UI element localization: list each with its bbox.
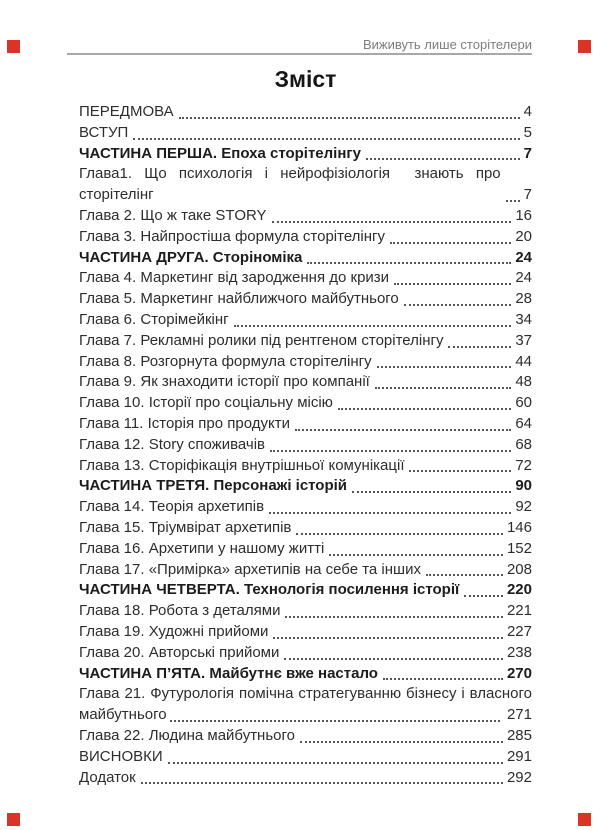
toc-entry [79, 352, 532, 373]
dot-leader [464, 595, 503, 597]
toc-entry-title: Глава 8. Розгорнута формула сторітелінгу [79, 352, 372, 370]
table-of-contents [79, 102, 537, 788]
toc-entry-page: 146 [506, 518, 532, 536]
toc-entry-page: 60 [515, 394, 532, 412]
toc-entry-page: 221 [506, 602, 532, 620]
toc-entry-page: 238 [506, 643, 532, 661]
toc-entry-title: ПЕРЕДМОВА [79, 103, 174, 120]
toc-entry-title: Глава 6. Сторімейкінг [79, 310, 229, 328]
dot-leader [272, 221, 512, 223]
header-rule [67, 53, 532, 55]
dot-leader [366, 158, 520, 160]
dot-leader [269, 512, 511, 514]
toc-entry-title: Глава 9. Як знаходити історії про компанії [79, 373, 370, 391]
toc-entry-page: 20 [515, 227, 532, 245]
corner-marker [578, 40, 591, 53]
toc-entry-page: 220 [506, 581, 532, 599]
toc-entry [79, 476, 532, 497]
toc-entry [79, 497, 532, 518]
toc-entry [79, 643, 532, 664]
dot-leader [404, 304, 512, 306]
toc-entry-title: Глава 3. Найпростіша формула сторітелінгу [79, 227, 386, 245]
toc-entry-title: ЧАСТИНА ПЕРША. Епоха сторітелінгу [79, 144, 361, 162]
toc-entry-page: 24 [515, 269, 532, 287]
toc-entry-title: Глава 21. Футурологія помічна стратегуванню бізнесу і власного майбутнього [79, 685, 537, 724]
toc-entry-page: 270 [506, 664, 532, 682]
toc-entry [79, 310, 532, 331]
toc-entry-title: ЧАСТИНА ДРУГА. Сторіноміка [79, 248, 303, 266]
toc-entry [79, 248, 532, 269]
dot-leader [273, 637, 503, 639]
toc-entry-page: 7 [523, 144, 532, 162]
corner-marker [7, 813, 20, 826]
toc-entry-title: Глава 5. Маркетинг найближчого майбутнього [79, 290, 399, 308]
dot-leader [352, 491, 511, 493]
dot-leader [506, 200, 520, 202]
toc-entry-title: Глава 14. Теорія архетипів [79, 498, 265, 516]
toc-entry-title: Глава 20. Авторські прийоми [79, 643, 280, 661]
toc-entry-page: 64 [515, 414, 532, 432]
toc-entry-title: Глава 2. Що ж таке STORY [79, 206, 267, 224]
dot-leader [234, 325, 512, 327]
dot-leader [295, 429, 511, 431]
toc-entry-title: Глава1. Що психологія і нейрофізіологія знають про сторітелінг [79, 165, 505, 204]
dot-leader [296, 533, 503, 535]
toc-entry [79, 102, 532, 123]
dot-leader [285, 616, 503, 618]
dot-leader [307, 262, 511, 264]
toc-entry-page: 24 [515, 248, 532, 266]
toc-entry-title: Глава 11. Історія про продукти [79, 414, 290, 432]
toc-entry-title: Глава 19. Художні прийоми [79, 622, 269, 640]
dot-leader [390, 242, 511, 244]
toc-entry-page: 37 [515, 331, 532, 349]
toc-entry-title: Глава 10. Історії про соціальну місію [79, 394, 333, 412]
toc-entry [79, 664, 532, 685]
toc-entry [79, 164, 532, 206]
corner-marker [578, 813, 591, 826]
toc-entry [79, 268, 532, 289]
toc-entry [79, 622, 532, 643]
toc-entry [79, 414, 532, 435]
toc-entry-page: 28 [515, 290, 532, 308]
toc-entry-title: Глава 22. Людина майбутнього [79, 726, 295, 744]
toc-entry [79, 393, 532, 414]
toc-entry [79, 144, 532, 165]
toc-entry-page: 227 [506, 622, 532, 640]
toc-entry-page: 7 [523, 186, 532, 204]
toc-entry-page: 291 [506, 747, 532, 765]
toc-entry-title: Глава 17. «Примірка» архетипів на себе та інших [79, 560, 421, 578]
toc-entry-page: 90 [515, 477, 532, 495]
toc-entry [79, 289, 532, 310]
toc-entry [79, 206, 532, 227]
toc-entry-page: 48 [515, 373, 532, 391]
dot-leader [270, 450, 511, 452]
toc-entry-title: Глава 4. Маркетинг від зародження до кризи [79, 269, 390, 287]
toc-entry [79, 726, 532, 747]
toc-entry-title: ВИСНОВКИ [79, 747, 163, 765]
toc-entry [79, 684, 537, 726]
toc-entry-page: 5 [523, 123, 532, 141]
toc-entry-page: 44 [515, 352, 532, 370]
toc-entry-page: 34 [515, 310, 532, 328]
toc-entry-title: Глава 16. Архетипи у нашому житті [79, 539, 325, 557]
dot-leader [394, 283, 511, 285]
toc-entry [79, 331, 532, 352]
dot-leader [133, 138, 519, 140]
toc-entry-page: 68 [515, 435, 532, 453]
dot-leader [448, 346, 511, 348]
toc-entry-title: Глава 7. Рекламні ролики під рентгеном сторітелінгу [79, 331, 444, 349]
toc-entry [79, 123, 532, 144]
toc-entry-page: 4 [523, 103, 532, 120]
toc-entry-title: Глава 15. Тріумвірат архетипів [79, 518, 292, 536]
dot-leader [338, 408, 511, 410]
toc-entry-page: 271 [506, 706, 532, 724]
dot-leader [409, 470, 511, 472]
toc-entry-page: 72 [515, 456, 532, 474]
toc-entry [79, 768, 532, 789]
toc-entry-title: Глава 12. Story споживачів [79, 435, 266, 453]
book-page [0, 37, 600, 830]
toc-entry-page: 285 [506, 726, 532, 744]
corner-marker [7, 40, 20, 53]
toc-entry-title: ЧАСТИНА ЧЕТВЕРТА. Технологія посилення історії [79, 581, 460, 599]
toc-entry [79, 560, 532, 581]
dot-leader [375, 387, 511, 389]
toc-entry-page: 292 [506, 768, 532, 786]
dot-leader [284, 658, 503, 660]
page-content [0, 37, 600, 788]
toc-entry [79, 518, 532, 539]
running-header: Виживуть лише сторітелери [362, 37, 532, 52]
dot-leader [179, 117, 520, 119]
toc-entry [79, 580, 532, 601]
dot-leader [168, 762, 503, 764]
toc-entry [79, 435, 532, 456]
toc-entry-title: Глава 18. Робота з деталями [79, 602, 281, 620]
toc-entry-title: ЧАСТИНА П’ЯТА. Майбутнє вже настало [79, 664, 378, 682]
toc-entry [79, 456, 532, 477]
toc-entry [79, 747, 532, 768]
toc-entry-page: 92 [515, 498, 532, 516]
toc-entry [79, 227, 532, 248]
dot-leader [141, 782, 503, 784]
toc-entry [79, 601, 532, 622]
toc-entry-page: 16 [515, 206, 532, 224]
toc-entry-title: ЧАСТИНА ТРЕТЯ. Персонажі історій [79, 477, 348, 495]
toc-entry [79, 539, 532, 560]
dot-leader [329, 554, 503, 556]
dot-leader [377, 366, 512, 368]
toc-entry-title: Додаток [79, 768, 136, 786]
toc-entry-page: 152 [506, 539, 532, 557]
dot-leader [426, 574, 503, 576]
toc-entry [79, 372, 532, 393]
dot-leader [383, 678, 503, 680]
toc-entry-title: ВСТУП [79, 123, 129, 141]
toc-entry-page: 208 [506, 560, 532, 578]
toc-entry-title: Глава 13. Сторіфікація внутрішньої комунікації [79, 456, 405, 474]
page-title: Зміст [274, 66, 337, 92]
dot-leader [300, 741, 503, 743]
